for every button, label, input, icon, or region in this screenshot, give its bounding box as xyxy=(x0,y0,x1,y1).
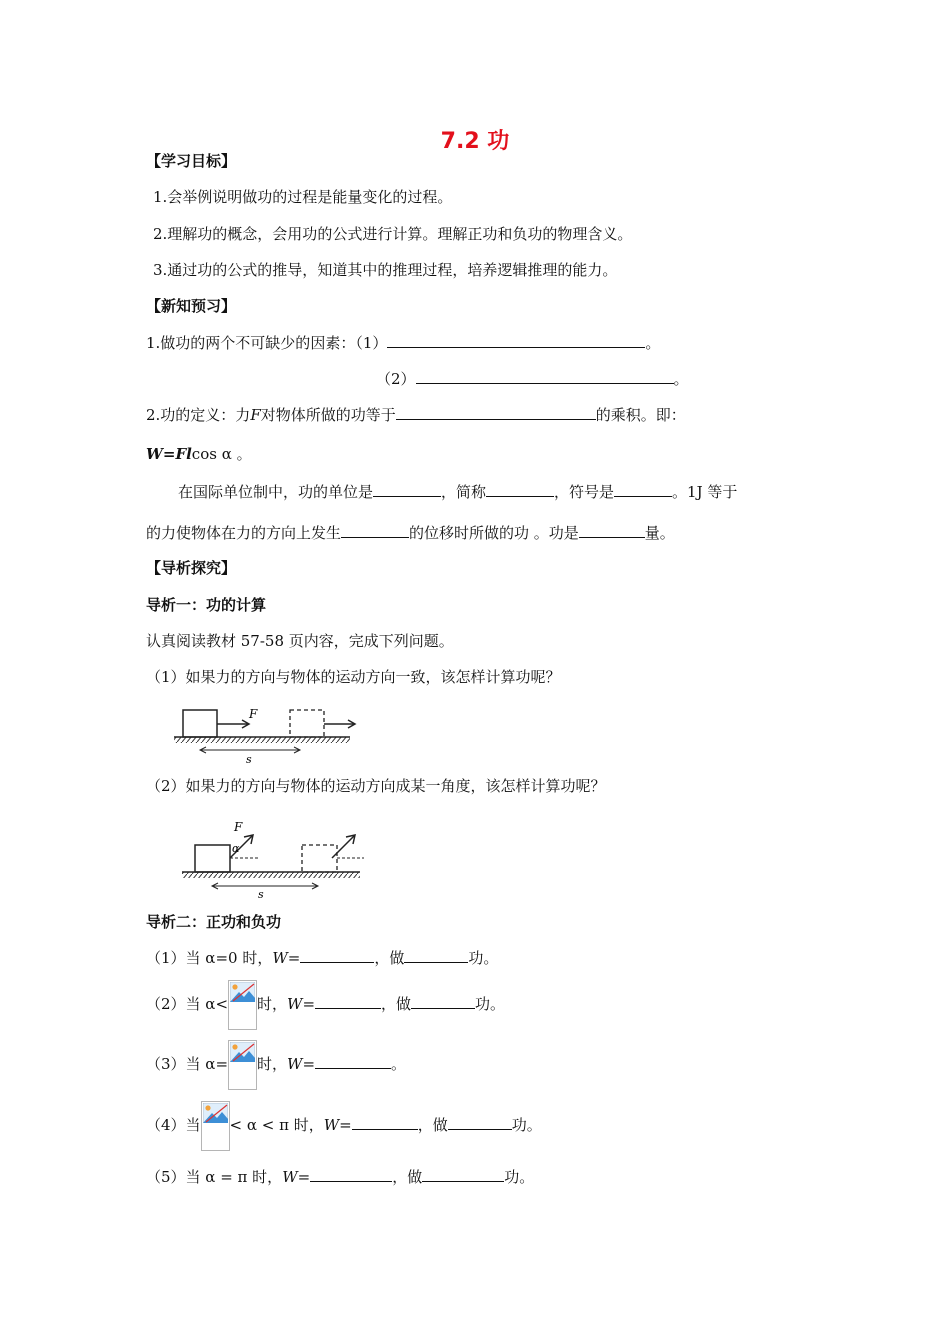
answer-blank[interactable] xyxy=(422,1166,504,1182)
text: 功。 xyxy=(468,949,499,967)
text: （1）当 α=0 时， xyxy=(146,949,273,967)
block-start xyxy=(183,710,217,737)
text: ，做 xyxy=(381,995,412,1013)
guide2-row-5 xyxy=(146,1166,534,1187)
image-placeholder-icon xyxy=(201,1101,230,1151)
symbol-W: W xyxy=(146,445,163,463)
force-arrow-end xyxy=(332,836,354,858)
answer-blank[interactable] xyxy=(396,404,596,420)
text: 功。 xyxy=(511,1116,542,1134)
block-end xyxy=(290,710,324,737)
formula-work xyxy=(146,444,252,464)
image-placeholder-icon xyxy=(228,980,257,1030)
symbol-F: F xyxy=(250,406,261,424)
text: 功。 xyxy=(475,995,506,1013)
answer-blank[interactable] xyxy=(486,481,554,497)
text: 的位移时所做的功 。功是 xyxy=(409,524,579,542)
guide1-heading: 导析一：功的计算 xyxy=(146,596,267,614)
text: （2）当 α< xyxy=(146,995,229,1013)
section-preview-heading: 【新知预习】 xyxy=(146,297,237,315)
guide2-row-1 xyxy=(146,947,498,968)
symbol-W: W xyxy=(287,995,303,1013)
guide1-intro: 认真阅读教材 57-58 页内容，完成下列问题。 xyxy=(146,632,454,650)
label-F: F xyxy=(234,820,243,834)
text: = xyxy=(302,1055,316,1073)
text: ，做 xyxy=(417,1116,448,1134)
goal-1: 1.会举例说明做功的过程是能量变化的过程。 xyxy=(153,188,453,206)
guide2-row-3 xyxy=(146,1040,406,1090)
label-s: s xyxy=(258,888,264,901)
text: 。 xyxy=(391,1055,407,1073)
answer-blank[interactable] xyxy=(448,1114,512,1130)
symbol-W: W xyxy=(282,1168,298,1186)
text: 2.功的定义：力 xyxy=(146,406,251,424)
answer-blank[interactable] xyxy=(614,481,672,497)
text: 在国际单位制中，功的单位是 xyxy=(178,483,374,501)
block-start xyxy=(195,845,230,872)
answer-blank[interactable] xyxy=(404,947,468,963)
guide2-row-4 xyxy=(146,1101,542,1151)
answer-blank[interactable] xyxy=(387,332,645,348)
symbol-W: W xyxy=(272,949,288,967)
preview-unit-line xyxy=(178,481,737,502)
ground-hatch xyxy=(182,872,360,878)
section-explore-heading: 【导析探究】 xyxy=(146,559,237,577)
label-F: F xyxy=(249,707,258,721)
section-goals-heading: 【学习目标】 xyxy=(146,152,237,170)
ground-hatch xyxy=(174,737,350,743)
answer-blank[interactable] xyxy=(411,993,475,1009)
preview-q1 xyxy=(146,332,660,353)
page-title: 7.2 功 xyxy=(440,129,510,154)
answer-blank[interactable] xyxy=(341,522,409,538)
text: 。1J 等于 xyxy=(672,483,738,501)
image-placeholder-icon xyxy=(228,1040,257,1090)
figure-parallel-force xyxy=(172,700,358,770)
text: ，做 xyxy=(392,1168,423,1186)
text: 的乘积。即： xyxy=(595,406,686,424)
preview-q1-b xyxy=(376,368,689,389)
text: = xyxy=(162,445,176,463)
answer-blank[interactable] xyxy=(315,993,381,1009)
preview-q2 xyxy=(146,404,686,425)
text: （5）当 α = π 时， xyxy=(146,1168,283,1186)
text: = xyxy=(339,1116,352,1134)
symbol-W: W xyxy=(287,1055,303,1073)
text: 的力使物体在力的方向上发生 xyxy=(146,524,342,542)
text: = xyxy=(297,1168,311,1186)
text: 量。 xyxy=(644,524,675,542)
answer-blank[interactable] xyxy=(310,1166,392,1182)
goal-3: 3.通过功的公式的推导，知道其中的推理过程，培养逻辑推理的能力。 xyxy=(153,261,618,279)
guide1-q1: （1）如果力的方向与物体的运动方向一致，该怎样计算功呢？ xyxy=(146,668,561,686)
preview-q1-prefix: 1.做功的两个不可缺少的因素：（1） xyxy=(146,334,388,352)
text: 功。 xyxy=(504,1168,535,1186)
text: 时， xyxy=(257,995,288,1013)
punct: 。 xyxy=(673,370,689,388)
guide2-heading: 导析二：正功和负功 xyxy=(146,913,282,931)
label-alpha: α xyxy=(232,842,240,855)
text: ，做 xyxy=(374,949,405,967)
text: < α < π 时， xyxy=(229,1116,324,1134)
answer-blank[interactable] xyxy=(373,481,441,497)
answer-blank[interactable] xyxy=(579,522,645,538)
block-end xyxy=(302,845,337,872)
guide1-q2: （2）如果力的方向与物体的运动方向成某一角度，该怎样计算功呢？ xyxy=(146,777,606,795)
symbol-W: W xyxy=(323,1116,340,1134)
text: = xyxy=(287,949,301,967)
figure-angled-force xyxy=(172,814,372,902)
preview-unit-line-2 xyxy=(146,522,675,543)
answer-blank[interactable] xyxy=(300,947,374,963)
text: （3）当 α= xyxy=(146,1055,229,1073)
symbol-Fl: Fl xyxy=(175,445,192,463)
text: 对物体所做的功等于 xyxy=(260,406,396,424)
answer-blank[interactable] xyxy=(416,368,674,384)
text: ，简称 xyxy=(441,483,487,501)
label-s: s xyxy=(246,753,252,766)
text: ，符号是 xyxy=(554,483,615,501)
answer-blank[interactable] xyxy=(315,1053,391,1069)
text: = xyxy=(302,995,316,1013)
guide2-row-2 xyxy=(146,980,505,1030)
punct: 。 xyxy=(645,334,661,352)
text: cos α 。 xyxy=(191,445,252,463)
text: 时， xyxy=(257,1055,288,1073)
goal-2: 2.理解功的概念，会用功的公式进行计算。理解正功和负功的物理含义。 xyxy=(153,225,633,243)
answer-blank[interactable] xyxy=(352,1114,418,1130)
text: （4）当 xyxy=(146,1116,201,1134)
preview-q1b-prefix: （2） xyxy=(376,370,416,388)
